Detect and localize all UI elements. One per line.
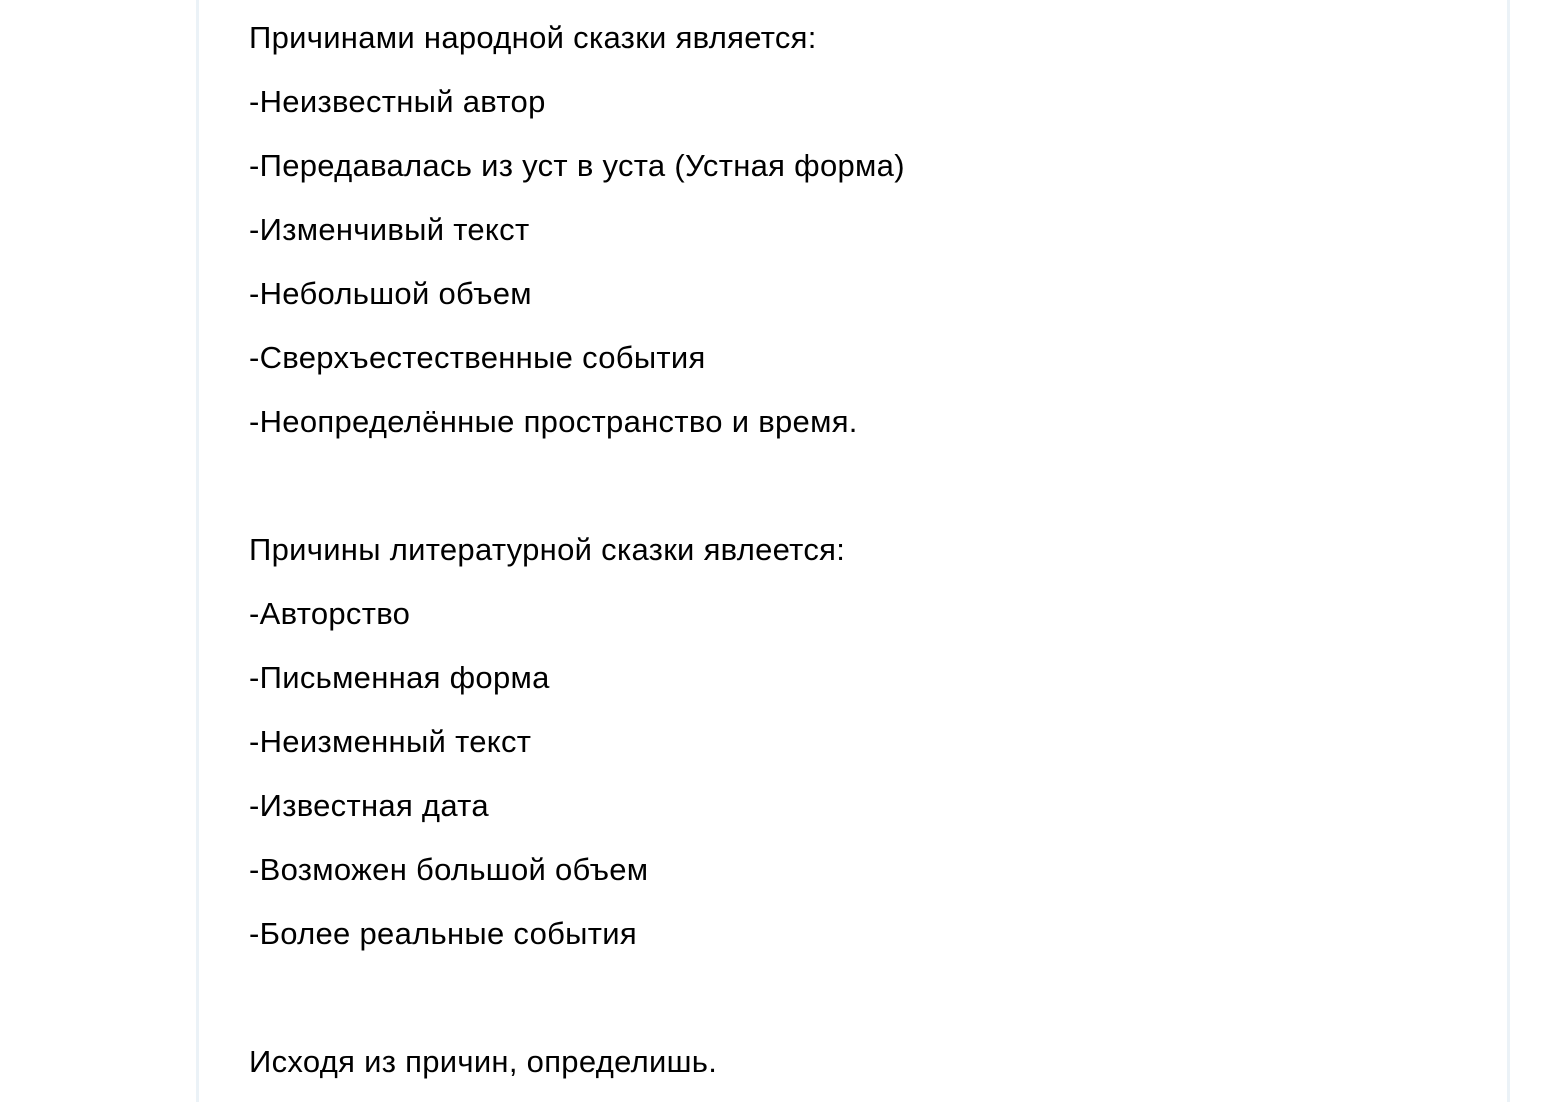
answer-text: [249, 16, 905, 1102]
folk-item: -Сверхъестественные события: [249, 340, 706, 375]
paragraph-gap: [249, 464, 905, 528]
literary-item: -Письменная форма: [249, 660, 550, 695]
literary-item: -Возможен большой объем: [249, 852, 649, 887]
folk-item: -Неопределённые пространство и время.: [249, 404, 858, 439]
folk-item: -Изменчивый текст: [249, 212, 530, 247]
folk-item: -Небольшой объем: [249, 276, 532, 311]
literary-heading: Причины литературной сказки явлеется:: [249, 532, 846, 567]
paragraph-gap: [249, 976, 905, 1040]
answer-card: [196, 0, 1510, 1102]
literary-item: -Авторство: [249, 596, 411, 631]
folk-item: -Передавалась из уст в уста (Устная форма): [249, 148, 905, 183]
folk-item: -Неизвестный автор: [249, 84, 546, 119]
literary-item: -Неизменный текст: [249, 724, 532, 759]
conclusion-text: Исходя из причин, определишь.: [249, 1044, 718, 1079]
literary-item: -Более реальные события: [249, 916, 637, 951]
folk-heading: Причинами народной сказки является:: [249, 20, 817, 55]
literary-item: -Известная дата: [249, 788, 489, 823]
